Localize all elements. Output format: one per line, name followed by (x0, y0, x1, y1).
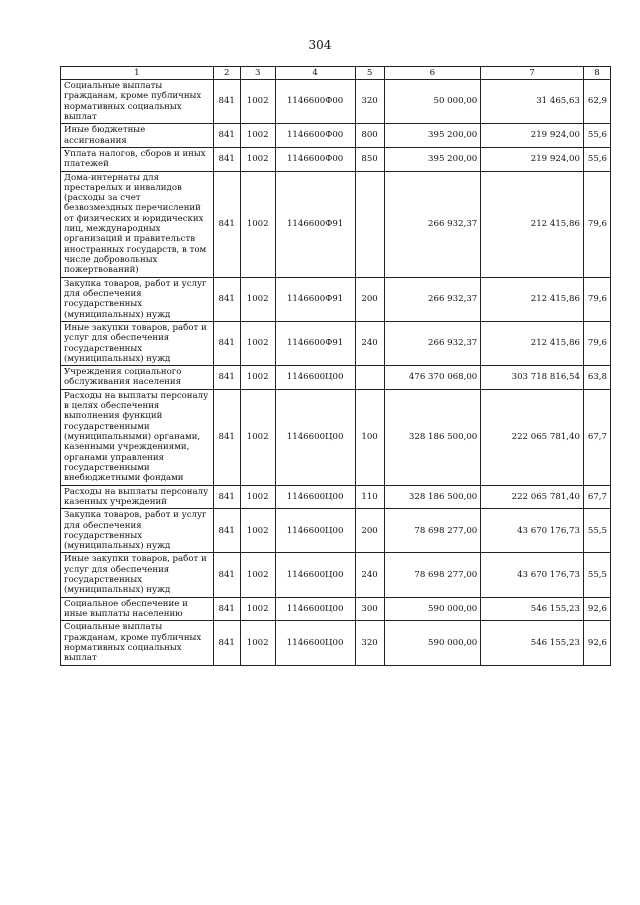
target-code-cell: 1146600Ф00 (275, 80, 355, 124)
target-code-cell: 1146600Ц00 (275, 553, 355, 597)
header-row (61, 67, 611, 80)
table-row (61, 553, 611, 597)
plan-amount-cell: 50 000,00 (384, 80, 481, 124)
actual-amount-cell: 212 415,86 (481, 277, 584, 321)
actual-amount-cell: 303 718 816,54 (481, 366, 584, 390)
percent-cell: 55,6 (583, 147, 610, 171)
table-row (61, 597, 611, 621)
grbs-code-cell: 841 (213, 597, 240, 621)
plan-amount-cell: 78 698 277,00 (384, 553, 481, 597)
plan-amount-cell: 590 000,00 (384, 621, 481, 665)
expense-kind-cell: 200 (355, 509, 384, 553)
target-code-cell: 1146600Ц00 (275, 621, 355, 665)
target-code-cell: 1146600Ц00 (275, 366, 355, 390)
column-header: 5 (355, 67, 384, 80)
actual-amount-cell: 43 670 176,73 (481, 553, 584, 597)
plan-amount-cell: 476 370 068,00 (384, 366, 481, 390)
grbs-code-cell: 841 (213, 366, 240, 390)
row-name-cell: Иные бюджетные ассигнования (61, 124, 214, 148)
actual-amount-cell: 31 465,63 (481, 80, 584, 124)
section-code-cell: 1002 (240, 171, 275, 277)
plan-amount-cell: 266 932,37 (384, 171, 481, 277)
row-name-cell: Иные закупки товаров, работ и услуг для обеспечения государственных (муниципальных) нужд (61, 321, 214, 365)
row-name-cell: Расходы на выплаты персоналу казенных учреждений (61, 485, 214, 509)
grbs-code-cell: 841 (213, 171, 240, 277)
percent-cell: 55,5 (583, 553, 610, 597)
actual-amount-cell: 222 065 781,40 (481, 485, 584, 509)
grbs-code-cell: 841 (213, 321, 240, 365)
percent-cell: 55,6 (583, 124, 610, 148)
row-name-cell: Учреждения социального обслуживания населения (61, 366, 214, 390)
row-name-cell: Закупка товаров, работ и услуг для обеспечения государственных (муниципальных) нужд (61, 277, 214, 321)
table-row (61, 389, 611, 485)
table-row (61, 277, 611, 321)
percent-cell: 92,6 (583, 621, 610, 665)
plan-amount-cell: 590 000,00 (384, 597, 481, 621)
actual-amount-cell: 222 065 781,40 (481, 389, 584, 485)
row-name-cell: Иные закупки товаров, работ и услуг для обеспечения государственных (муниципальных) нужд (61, 553, 214, 597)
row-name-cell: Социальные выплаты гражданам, кроме публичных нормативных социальных выплат (61, 80, 214, 124)
percent-cell: 79,6 (583, 277, 610, 321)
expense-kind-cell: 300 (355, 597, 384, 621)
row-name-cell: Социальное обеспечение и иные выплаты населению (61, 597, 214, 621)
grbs-code-cell: 841 (213, 485, 240, 509)
table-row (61, 171, 611, 277)
actual-amount-cell: 546 155,23 (481, 597, 584, 621)
expense-kind-cell: 110 (355, 485, 384, 509)
section-code-cell: 1002 (240, 597, 275, 621)
section-code-cell: 1002 (240, 366, 275, 390)
grbs-code-cell: 841 (213, 124, 240, 148)
section-code-cell: 1002 (240, 277, 275, 321)
grbs-code-cell: 841 (213, 509, 240, 553)
section-code-cell: 1002 (240, 389, 275, 485)
expense-kind-cell: 320 (355, 80, 384, 124)
table-row (61, 366, 611, 390)
column-header: 4 (275, 67, 355, 80)
grbs-code-cell: 841 (213, 277, 240, 321)
row-name-cell: Закупка товаров, работ и услуг для обеспечения государственных (муниципальных) нужд (61, 509, 214, 553)
table-row (61, 621, 611, 665)
percent-cell: 63,8 (583, 366, 610, 390)
section-code-cell: 1002 (240, 621, 275, 665)
plan-amount-cell: 266 932,37 (384, 277, 481, 321)
section-code-cell: 1002 (240, 321, 275, 365)
expense-kind-cell: 850 (355, 147, 384, 171)
plan-amount-cell: 328 186 500,00 (384, 485, 481, 509)
column-header: 3 (240, 67, 275, 80)
column-header: 8 (583, 67, 610, 80)
actual-amount-cell: 219 924,00 (481, 124, 584, 148)
grbs-code-cell: 841 (213, 389, 240, 485)
expense-kind-cell: 240 (355, 321, 384, 365)
percent-cell: 67,7 (583, 485, 610, 509)
target-code-cell: 1146600Ф91 (275, 171, 355, 277)
target-code-cell: 1146600Ф91 (275, 277, 355, 321)
target-code-cell: 1146600Ц00 (275, 509, 355, 553)
plan-amount-cell: 78 698 277,00 (384, 509, 481, 553)
table-row (61, 485, 611, 509)
actual-amount-cell: 43 670 176,73 (481, 509, 584, 553)
percent-cell: 92,6 (583, 597, 610, 621)
actual-amount-cell: 546 155,23 (481, 621, 584, 665)
expense-kind-cell (355, 171, 384, 277)
expense-kind-cell (355, 366, 384, 390)
section-code-cell: 1002 (240, 509, 275, 553)
percent-cell: 55,5 (583, 509, 610, 553)
table-row (61, 124, 611, 148)
grbs-code-cell: 841 (213, 147, 240, 171)
page-number: 304 (308, 38, 332, 52)
target-code-cell: 1146600Ц00 (275, 389, 355, 485)
target-code-cell: 1146600Ц00 (275, 485, 355, 509)
percent-cell: 62,9 (583, 80, 610, 124)
target-code-cell: 1146600Ф00 (275, 124, 355, 148)
row-name-cell: Уплата налогов, сборов и иных платежей (61, 147, 214, 171)
expense-kind-cell: 200 (355, 277, 384, 321)
grbs-code-cell: 841 (213, 80, 240, 124)
section-code-cell: 1002 (240, 80, 275, 124)
plan-amount-cell: 328 186 500,00 (384, 389, 481, 485)
section-code-cell: 1002 (240, 147, 275, 171)
column-header: 6 (384, 67, 481, 80)
actual-amount-cell: 219 924,00 (481, 147, 584, 171)
section-code-cell: 1002 (240, 124, 275, 148)
expense-kind-cell: 800 (355, 124, 384, 148)
grbs-code-cell: 841 (213, 621, 240, 665)
row-name-cell: Расходы на выплаты персоналу в целях обеспечения выполнения функций государственными (муниципальными) органами, казенными учреждениями, органами управления государственными внебюджетными фондами (61, 389, 214, 485)
column-header: 7 (481, 67, 584, 80)
table-row (61, 147, 611, 171)
plan-amount-cell: 395 200,00 (384, 147, 481, 171)
percent-cell: 79,6 (583, 321, 610, 365)
section-code-cell: 1002 (240, 485, 275, 509)
section-code-cell: 1002 (240, 553, 275, 597)
table-row (61, 321, 611, 365)
expense-kind-cell: 240 (355, 553, 384, 597)
budget-table (60, 66, 611, 666)
grbs-code-cell: 841 (213, 553, 240, 597)
percent-cell: 67,7 (583, 389, 610, 485)
actual-amount-cell: 212 415,86 (481, 321, 584, 365)
target-code-cell: 1146600Ф91 (275, 321, 355, 365)
expense-kind-cell: 320 (355, 621, 384, 665)
expense-kind-cell: 100 (355, 389, 384, 485)
row-name-cell: Социальные выплаты гражданам, кроме публичных нормативных социальных выплат (61, 621, 214, 665)
plan-amount-cell: 395 200,00 (384, 124, 481, 148)
target-code-cell: 1146600Ф00 (275, 147, 355, 171)
actual-amount-cell: 212 415,86 (481, 171, 584, 277)
row-name-cell: Дома-интернаты для престарелых и инвалидов (расходы за счет безвозмездных перечислений от физических и юридических лиц, международных организаций и правительств иностранных государств, в том числе добровольных пожертвований) (61, 171, 214, 277)
percent-cell: 79,6 (583, 171, 610, 277)
table-row (61, 80, 611, 124)
column-header: 2 (213, 67, 240, 80)
table-row (61, 509, 611, 553)
target-code-cell: 1146600Ц00 (275, 597, 355, 621)
column-header: 1 (61, 67, 214, 80)
plan-amount-cell: 266 932,37 (384, 321, 481, 365)
